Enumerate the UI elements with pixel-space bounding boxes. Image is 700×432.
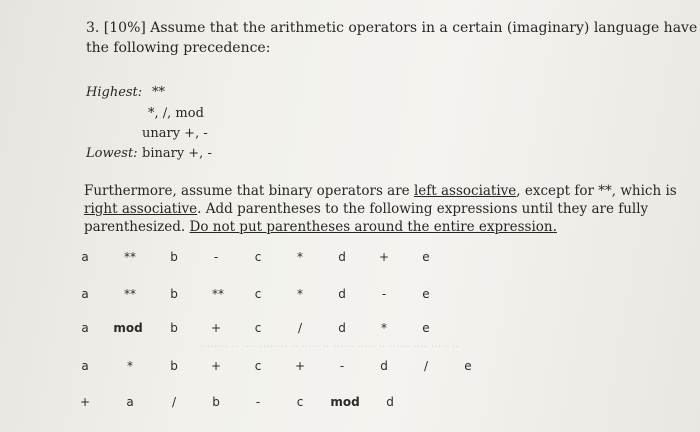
expression-row	[0, 395, 700, 417]
paragraph-line-1	[84, 183, 677, 199]
bleed-through-text: ········ ·· ···· ········ ·· ····· ·· ······ ····· ·· ······ ···· ····· ··	[200, 340, 459, 353]
expression-token: +	[210, 321, 222, 335]
expression-token: -	[213, 250, 219, 264]
left-associative-term: left associative	[413, 183, 517, 199]
question-line-1: 3. [10%] Assume that the arithmetic operators in a certain (imaginary) language have	[86, 20, 698, 36]
paragraph-text: . Add parentheses to the following expressions until they are fully	[197, 201, 649, 217]
paragraph-line-2	[84, 201, 648, 217]
expression-token: *	[297, 250, 303, 264]
expression-token: mod	[113, 321, 143, 335]
paragraph-text: parenthesized.	[84, 219, 190, 235]
expression-token: *	[297, 287, 303, 301]
expression-token: c	[254, 287, 262, 301]
expression-token: *	[381, 321, 387, 335]
expression-token: b	[170, 359, 178, 373]
expression-token: mod	[330, 395, 360, 409]
right-associative-term: right associative	[84, 201, 198, 217]
expression-token: e	[422, 250, 430, 264]
question-line-2: the following precedence:	[86, 40, 271, 56]
precedence-level-3: unary +, -	[142, 126, 208, 141]
expression-token: +	[79, 395, 91, 409]
expression-token: e	[422, 287, 430, 301]
precedence-level-2: *, /, mod	[148, 106, 204, 121]
expression-token: b	[170, 250, 178, 264]
paragraph-line-3	[84, 219, 557, 235]
expression-token: -	[339, 359, 345, 373]
expression-token: b	[212, 395, 220, 409]
expression-row	[0, 359, 700, 381]
lowest-label: Lowest:	[86, 146, 138, 161]
expression-token: /	[297, 321, 303, 335]
expression-row	[0, 287, 700, 309]
expression-token: e	[422, 321, 430, 335]
expression-token: **	[124, 250, 136, 264]
expression-token: -	[255, 395, 261, 409]
expression-row	[0, 250, 700, 272]
expression-token: a	[126, 395, 134, 409]
lowest-value: binary +, -	[142, 146, 212, 161]
instruction-underlined: Do not put parentheses around the entire expression.	[189, 219, 557, 235]
expression-token: d	[338, 287, 346, 301]
expression-token: a	[81, 321, 89, 335]
expression-token: c	[254, 359, 262, 373]
expression-token: +	[378, 250, 390, 264]
expression-token: /	[171, 395, 177, 409]
expression-token: a	[81, 250, 89, 264]
paragraph-text: , except for **, which is	[516, 183, 677, 199]
expression-token: c	[254, 250, 262, 264]
expression-token: c	[296, 395, 304, 409]
expression-token: -	[381, 287, 387, 301]
expression-token: c	[254, 321, 262, 335]
expression-token: b	[170, 321, 178, 335]
expression-token: d	[338, 321, 346, 335]
expression-token: e	[464, 359, 472, 373]
expression-token: d	[380, 359, 388, 373]
expression-token: **	[124, 287, 136, 301]
expression-token: **	[212, 287, 224, 301]
expression-token: a	[81, 287, 89, 301]
highest-label: Highest:	[86, 85, 143, 100]
expression-token: d	[386, 395, 394, 409]
expression-token: b	[170, 287, 178, 301]
expression-token: d	[338, 250, 346, 264]
expression-token: /	[423, 359, 429, 373]
paragraph-text: Furthermore, assume that binary operators are	[84, 183, 414, 199]
expression-token: *	[127, 359, 133, 373]
highest-value: **	[152, 85, 165, 100]
expression-token: +	[210, 359, 222, 373]
expression-token: +	[294, 359, 306, 373]
expression-token: a	[81, 359, 89, 373]
